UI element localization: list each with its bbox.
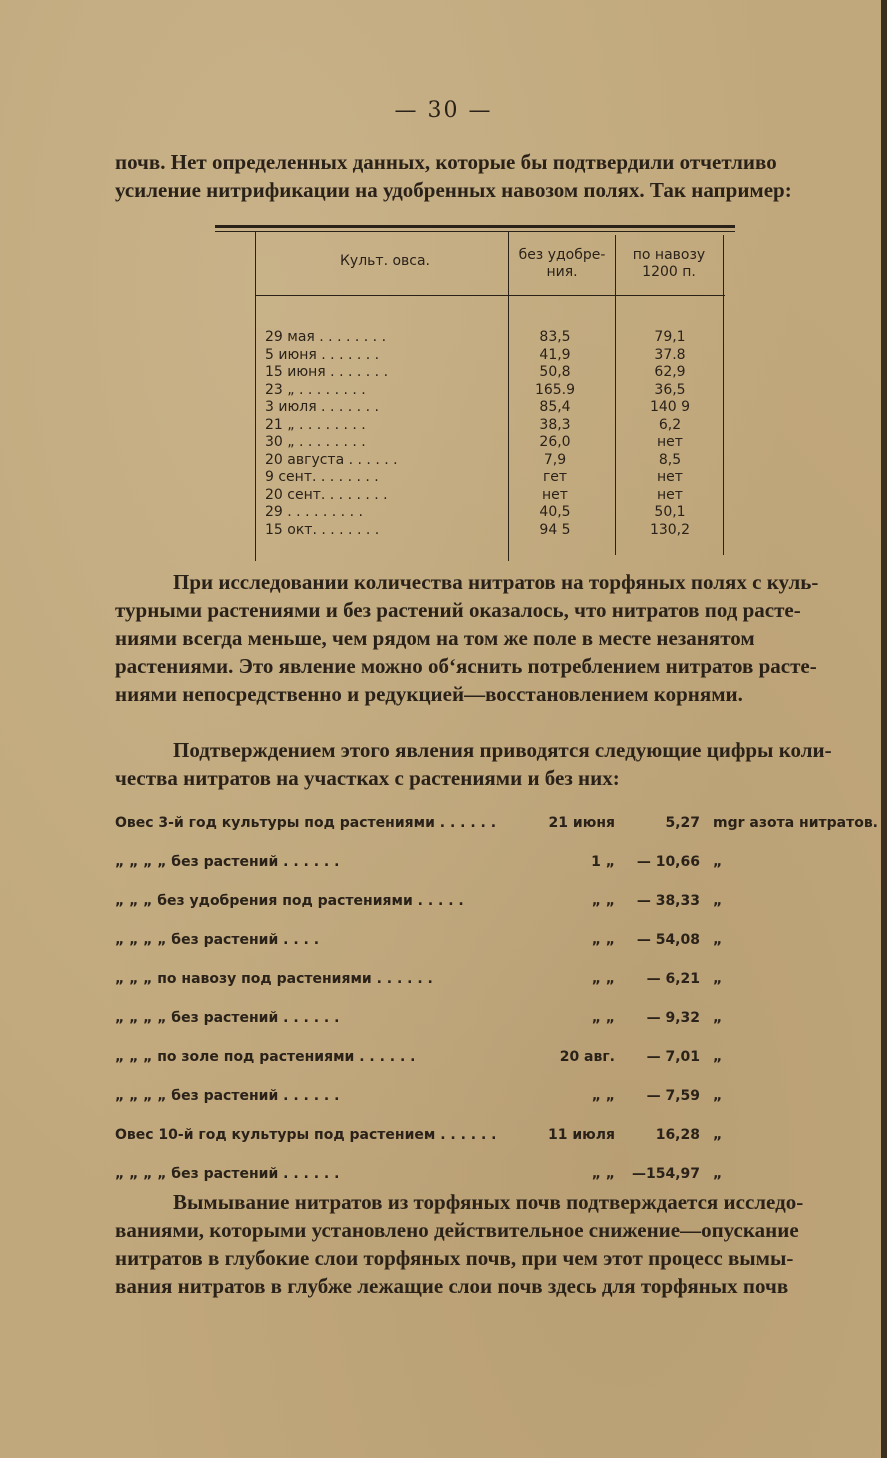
table-rule-top-thin — [215, 231, 735, 232]
header-text: без удобре- — [518, 247, 606, 263]
nitrate-row — [115, 1049, 855, 1088]
nitrate-description: „ „ „ по навозу под растениями . . . . . . — [115, 971, 433, 987]
nitrate-date: 1 „ — [591, 854, 615, 870]
table-cell-date: 15 окт. . . . . . . . — [265, 521, 380, 538]
text-line: ниями всегда меньше, чем рядом на том же поле в месте незанятом — [115, 626, 755, 650]
text-line: усиление нитрификации на удобренных навозом полях. Так например: — [115, 178, 792, 202]
text-line: Вымывание нитратов из торфяных почв подтверждается исследо- — [173, 1190, 804, 1214]
table-cell-no-fertilizer: гет — [542, 469, 568, 485]
page-edge-shadow — [881, 0, 887, 1458]
table-cell-date: 5 июня . . . . . . . — [265, 346, 380, 363]
nitrate-description: „ „ „ „ без растений . . . . . . — [115, 1088, 340, 1104]
table-cell-date: 29 мая . . . . . . . . — [265, 329, 387, 345]
table-cell-date: 20 августа . . . . . . — [265, 451, 398, 468]
header-text: 1200 п. — [642, 264, 696, 280]
text-line: турными растениями и без растений оказалось, что нитратов под расте- — [115, 598, 801, 622]
table-cell-date: 20 сент. . . . . . . . — [265, 486, 388, 503]
text-line: ниями непосредственно и редукцией—восстановлением корнями. — [115, 682, 743, 706]
table-cell-manure: 62,9 — [654, 364, 686, 380]
table-cell-manure: 50,1 — [654, 504, 686, 520]
nitrate-description: „ „ „ „ без растений . . . . . . — [115, 1166, 340, 1182]
text-line: вания нитратов в глубже лежащие слои почв здесь для торфяных почв — [115, 1274, 789, 1298]
table-divider-2 — [615, 235, 616, 555]
nitrate-value: — 10,66 — [636, 854, 700, 870]
table-header-rule — [255, 295, 725, 296]
nitrate-value: — 6,21 — [646, 971, 700, 987]
nitrate-value: 16,28 — [655, 1127, 700, 1143]
table-cell-manure: 140 9 — [649, 399, 691, 415]
table-cell-no-fertilizer: 83,5 — [539, 329, 571, 345]
nitrate-row — [115, 854, 855, 893]
text-line: растениями. Это явление можно об‘яснить потреблением нитратов расте- — [115, 654, 817, 678]
table-cell-date: 29 . . . . . . . . . — [265, 504, 363, 520]
text-line: чества нитратов на участках с растениями и без них: — [115, 766, 620, 790]
table-cell-date: 15 июня . . . . . . . — [265, 364, 389, 380]
table-cell-date: 21 „ . . . . . . . . — [265, 416, 366, 433]
nitrate-date: „ „ — [591, 1166, 615, 1182]
nitrate-unit: „ — [713, 893, 723, 909]
table-cell-no-fertilizer: 94 5 — [539, 521, 571, 538]
table-divider-1 — [508, 231, 509, 561]
table-cell-no-fertilizer: 38,3 — [539, 416, 571, 433]
nitrate-date: „ „ — [591, 932, 615, 948]
table-cell-date: 3 июля . . . . . . . — [265, 399, 379, 415]
table-cell-no-fertilizer: 41,9 — [539, 346, 571, 363]
table-cell-no-fertilizer: 26,0 — [539, 434, 571, 450]
table-cell-no-fertilizer: 85,4 — [539, 399, 571, 415]
table-cell-manure: нет — [657, 434, 683, 450]
page-number: — 30 — — [394, 98, 493, 123]
nitrate-row — [115, 1010, 855, 1049]
table-cell-manure: 8,5 — [658, 451, 682, 468]
table-border-left — [255, 231, 256, 561]
table-cell-manure: 130,2 — [649, 521, 691, 538]
text-line: нитратов в глубокие слои торфяных почв, при чем этот процесс вымы- — [115, 1246, 794, 1270]
nitrate-unit: „ — [713, 1088, 723, 1104]
table-cell-manure: нет — [657, 486, 683, 503]
nitrate-description: „ „ „ „ без растений . . . . . . — [115, 854, 340, 870]
nitrate-unit: „ — [713, 971, 723, 987]
table-cell-manure: 37.8 — [654, 346, 686, 363]
table-cell-no-fertilizer: нет — [542, 486, 568, 503]
text-line: ваниями, которыми установлено действительное снижение—опускание — [115, 1218, 799, 1242]
nitrate-date: „ „ — [591, 971, 615, 987]
nitrate-row — [115, 893, 855, 932]
nitrate-description: „ „ „ по золе под растениями . . . . . . — [115, 1049, 416, 1065]
table-cell-manure: 36,5 — [654, 381, 686, 398]
table-rule-top — [215, 225, 735, 228]
nitrate-date: „ „ — [591, 893, 615, 909]
nitrate-value: 5,27 — [665, 815, 700, 831]
nitrate-value: — 54,08 — [636, 932, 700, 948]
table-border-right — [723, 235, 724, 555]
nitrate-unit: mgr азота нитратов. — [713, 815, 878, 831]
nitrate-description: „ „ „ „ без растений . . . . . . — [115, 1010, 340, 1026]
table-cell-date: 9 сент. . . . . . . . — [265, 469, 379, 485]
nitrate-unit: „ — [713, 1127, 723, 1143]
nitrate-row — [115, 932, 855, 971]
paragraph-leaching — [115, 1188, 850, 1300]
nitrate-unit: „ — [713, 854, 723, 870]
nitrate-value: — 7,01 — [646, 1049, 700, 1065]
header-text: ния. — [546, 264, 578, 280]
nitrate-value: —154,97 — [631, 1166, 700, 1182]
table-cell-no-fertilizer: 165.9 — [534, 381, 576, 398]
nitrate-value: — 38,33 — [636, 893, 700, 909]
table-cell-date: 23 „ . . . . . . . . — [265, 381, 366, 398]
text-line: Подтверждением этого явления приводятся следующие цифры коли- — [173, 738, 832, 762]
table-cell-date: 30 „ . . . . . . . . — [265, 434, 366, 450]
nitrate-description: „ „ „ без удобрения под растениями . . . . . — [115, 893, 464, 909]
table-cell-manure: нет — [657, 469, 683, 485]
nitrate-row — [115, 1088, 855, 1127]
table-cell-manure: 79,1 — [654, 329, 686, 345]
nitrate-unit: „ — [713, 1166, 723, 1182]
nitrate-description: Овес 3-й год культуры под растениями . . . . . . — [115, 815, 497, 831]
oats-nitrate-table — [215, 225, 735, 565]
table-header-manure — [617, 247, 721, 281]
nitrate-description: Овес 10-й год культуры под растением . . . . . . — [115, 1127, 497, 1143]
nitrate-date: 21 июня — [548, 815, 615, 831]
nitrate-row — [115, 815, 878, 854]
nitrate-description: „ „ „ „ без растений . . . . — [115, 932, 320, 948]
paragraph-confirmation — [115, 736, 850, 792]
table-header-crop: Культ. овса. — [339, 253, 431, 269]
nitrate-unit: „ — [713, 1049, 723, 1065]
nitrate-date: „ „ — [591, 1010, 615, 1026]
table-cell-no-fertilizer: 40,5 — [539, 504, 571, 520]
nitrate-unit: „ — [713, 932, 723, 948]
header-text: по навозу — [632, 247, 706, 263]
paragraph-observation — [115, 568, 850, 708]
table-cell-no-fertilizer: 50,8 — [539, 364, 571, 380]
nitrate-row — [115, 1127, 855, 1166]
nitrate-value: — 9,32 — [646, 1010, 700, 1026]
nitrate-value: — 7,59 — [646, 1088, 700, 1104]
table-header-no-fertilizer — [511, 247, 613, 281]
paragraph-intro — [115, 148, 850, 204]
table-cell-no-fertilizer: 7,9 — [543, 451, 567, 468]
table-cell-manure: 6,2 — [658, 416, 682, 433]
nitrate-date: 11 июля — [547, 1127, 615, 1143]
nitrate-figures-list — [115, 815, 878, 1205]
text-line: При исследовании количества нитратов на торфяных полях с куль- — [173, 570, 819, 594]
nitrate-row — [115, 971, 855, 1010]
nitrate-unit: „ — [713, 1010, 723, 1026]
nitrate-date: „ „ — [591, 1088, 615, 1104]
text-line: почв. Нет определенных данных, которые бы подтвердили отчетливо — [115, 150, 777, 174]
nitrate-date: 20 авг. — [559, 1049, 615, 1065]
